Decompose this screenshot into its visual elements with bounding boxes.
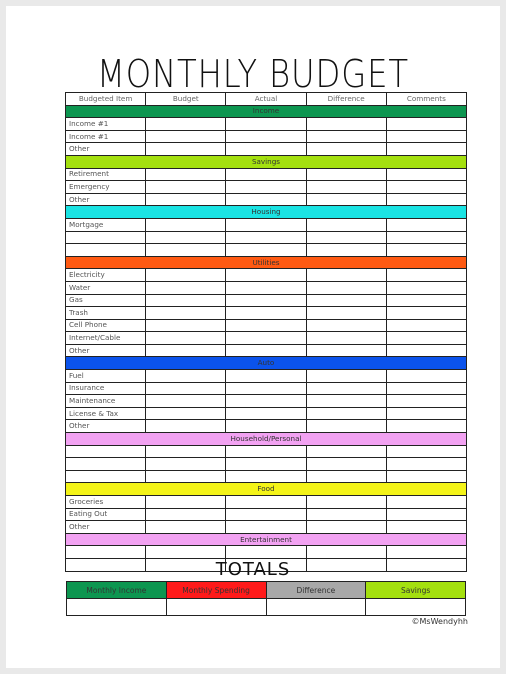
budget-cell[interactable] [386,420,466,433]
budget-cell[interactable] [226,521,306,534]
budget-cell[interactable] [226,231,306,244]
budget-table [65,92,467,572]
table-row [66,344,467,357]
budget-item-label: Trash [66,307,146,320]
column-header: Budgeted Item [66,93,146,106]
budget-cell[interactable] [146,130,226,143]
budget-cell[interactable] [386,508,466,521]
budget-cell[interactable] [306,445,386,458]
totals-cell[interactable] [266,599,366,616]
budget-cell[interactable] [226,130,306,143]
budget-cell[interactable] [226,281,306,294]
totals-header-difference: Difference [266,582,366,599]
table-row [66,193,467,206]
budget-cell[interactable] [306,319,386,332]
budget-cell[interactable] [226,294,306,307]
budget-cell[interactable] [226,546,306,559]
budget-item-label: Mortgage [66,218,146,231]
budget-cell[interactable] [306,496,386,509]
budget-cell[interactable] [146,319,226,332]
budget-page [6,6,500,668]
budget-cell[interactable] [386,118,466,131]
budget-item-label: Groceries [66,496,146,509]
table-row [66,370,467,383]
budget-cell[interactable] [306,143,386,156]
budget-cell[interactable] [306,193,386,206]
column-header: Difference [306,93,386,106]
column-header: Actual [226,93,306,106]
section-label: Auto [66,357,467,370]
budget-item-label: Water [66,281,146,294]
budget-item-label: Other [66,420,146,433]
budget-cell[interactable] [146,118,226,131]
budget-cell[interactable] [226,370,306,383]
budget-cell[interactable] [386,130,466,143]
budget-cell[interactable] [226,470,306,483]
budget-cell[interactable] [306,420,386,433]
table-row [66,118,467,131]
budget-cell[interactable] [306,294,386,307]
table-row [66,143,467,156]
budget-item-label [66,231,146,244]
table-row [66,307,467,320]
budget-cell[interactable] [386,231,466,244]
budget-item-label: Other [66,193,146,206]
header-row [66,93,467,106]
totals-cell[interactable] [366,599,466,616]
budget-cell[interactable] [306,508,386,521]
budget-cell[interactable] [306,130,386,143]
budget-item-label: Other [66,143,146,156]
budget-cell[interactable] [226,269,306,282]
table-row [66,508,467,521]
budget-cell[interactable] [386,496,466,509]
table-row [66,244,467,257]
budget-cell[interactable] [306,218,386,231]
budget-cell[interactable] [306,407,386,420]
budget-cell[interactable] [146,370,226,383]
budget-cell[interactable] [146,193,226,206]
budget-cell[interactable] [226,382,306,395]
table-row [66,382,467,395]
budget-item-label: License & Tax [66,407,146,420]
budget-cell[interactable] [386,294,466,307]
budget-cell[interactable] [306,181,386,194]
budget-cell[interactable] [146,407,226,420]
budget-cell[interactable] [386,458,466,471]
budget-cell[interactable] [146,344,226,357]
section-label: Utilities [66,256,467,269]
budget-cell[interactable] [146,470,226,483]
section-header-household [66,433,467,446]
budget-cell[interactable] [146,332,226,345]
budget-item-label: Eating Out [66,508,146,521]
table-row [66,168,467,181]
budget-cell[interactable] [306,281,386,294]
table-row [66,319,467,332]
budget-cell[interactable] [306,168,386,181]
budget-item-label: Cell Phone [66,319,146,332]
budget-cell[interactable] [306,231,386,244]
budget-cell[interactable] [146,181,226,194]
table-row [66,470,467,483]
budget-item-label: Income #1 [66,118,146,131]
table-row [66,332,467,345]
budget-cell[interactable] [386,370,466,383]
budget-cell[interactable] [146,508,226,521]
section-label: Household/Personal [66,433,467,446]
section-header-housing [66,206,467,219]
budget-cell[interactable] [146,281,226,294]
table-row [66,181,467,194]
budget-cell[interactable] [146,244,226,257]
budget-cell[interactable] [386,168,466,181]
budget-cell[interactable] [146,231,226,244]
budget-item-label: Electricity [66,269,146,282]
budget-cell[interactable] [386,244,466,257]
section-label: Entertainment [66,533,467,546]
totals-header-row [67,582,466,599]
budget-item-label: Income #1 [66,130,146,143]
budget-item-label [66,445,146,458]
budget-cell[interactable] [306,269,386,282]
budget-cell[interactable] [146,521,226,534]
budget-cell[interactable] [306,344,386,357]
budget-cell[interactable] [386,470,466,483]
budget-cell[interactable] [386,445,466,458]
section-header-entertainment [66,533,467,546]
budget-cell[interactable] [226,307,306,320]
budget-cell[interactable] [146,395,226,408]
section-label: Housing [66,206,467,219]
budget-cell[interactable] [146,546,226,559]
budget-cell[interactable] [146,307,226,320]
budget-cell[interactable] [386,407,466,420]
budget-cell[interactable] [386,546,466,559]
budget-cell[interactable] [386,269,466,282]
table-row [66,269,467,282]
budget-item-label: Insurance [66,382,146,395]
budget-item-label: Internet/Cable [66,332,146,345]
budget-cell[interactable] [146,458,226,471]
budget-item-label: Maintenance [66,395,146,408]
table-row [66,420,467,433]
column-header: Budget [146,93,226,106]
table-row [66,130,467,143]
budget-item-label: Other [66,521,146,534]
totals-header-monthly-income: Monthly Income [67,582,167,599]
totals-cell[interactable] [67,599,167,616]
budget-cell[interactable] [226,344,306,357]
budget-cell[interactable] [386,143,466,156]
budget-cell[interactable] [386,193,466,206]
budget-cell[interactable] [146,168,226,181]
section-label: Food [66,483,467,496]
table-row [66,445,467,458]
budget-cell[interactable] [226,407,306,420]
budget-cell[interactable] [226,168,306,181]
budget-item-label [66,244,146,257]
budget-cell[interactable] [146,143,226,156]
budget-cell[interactable] [306,332,386,345]
table-row [66,218,467,231]
budget-cell[interactable] [306,521,386,534]
budget-cell[interactable] [226,395,306,408]
budget-cell[interactable] [146,218,226,231]
budget-cell[interactable] [386,181,466,194]
section-header-income [66,105,467,118]
table-row [66,458,467,471]
totals-title: TOTALS [215,559,291,580]
budget-cell[interactable] [226,218,306,231]
budget-cell[interactable] [386,521,466,534]
budget-cell[interactable] [146,269,226,282]
budget-cell[interactable] [226,181,306,194]
table-row [66,395,467,408]
section-label: Savings [66,155,467,168]
budget-cell[interactable] [306,382,386,395]
budget-cell[interactable] [386,332,466,345]
budget-cell[interactable] [306,470,386,483]
section-header-savings [66,155,467,168]
budget-cell[interactable] [226,319,306,332]
budget-item-label: Fuel [66,370,146,383]
section-header-auto [66,357,467,370]
budget-cell[interactable] [306,395,386,408]
budget-cell[interactable] [306,244,386,257]
budget-item-label [66,458,146,471]
section-label: Income [66,105,467,118]
totals-header-monthly-spending: Monthly Spending [166,582,266,599]
totals-table [66,581,466,616]
budget-cell[interactable] [226,143,306,156]
budget-item-label: Retirement [66,168,146,181]
table-row [66,546,467,559]
budget-cell[interactable] [226,445,306,458]
section-header-utilities [66,256,467,269]
budget-cell[interactable] [386,307,466,320]
budget-item-label: Emergency [66,181,146,194]
budget-cell[interactable] [146,496,226,509]
table-row [66,231,467,244]
budget-cell[interactable] [386,344,466,357]
budget-cell[interactable] [226,420,306,433]
budget-cell[interactable] [306,370,386,383]
budget-cell[interactable] [226,496,306,509]
budget-cell[interactable] [306,118,386,131]
copyright-credit: ©MsWendyhh [411,617,468,626]
table-row [66,294,467,307]
totals-cell[interactable] [166,599,266,616]
budget-cell[interactable] [146,382,226,395]
budget-item-label [66,470,146,483]
budget-item-label: Other [66,344,146,357]
budget-item-label [66,546,146,559]
budget-cell[interactable] [146,420,226,433]
column-header: Comments [386,93,466,106]
table-row [66,407,467,420]
budget-cell[interactable] [146,445,226,458]
budget-item-label: Gas [66,294,146,307]
budget-cell[interactable] [386,395,466,408]
budget-cell[interactable] [226,193,306,206]
budget-cell[interactable] [226,458,306,471]
budget-cell[interactable] [226,332,306,345]
budget-cell[interactable] [226,118,306,131]
page-title: MONTHLY BUDGET [97,52,409,96]
budget-cell[interactable] [226,244,306,257]
budget-cell[interactable] [386,382,466,395]
budget-cell[interactable] [146,294,226,307]
table-row [66,521,467,534]
table-row [66,496,467,509]
budget-cell[interactable] [386,281,466,294]
budget-cell[interactable] [306,458,386,471]
budget-cell[interactable] [226,508,306,521]
totals-header-savings: Savings [366,582,466,599]
budget-cell[interactable] [386,319,466,332]
budget-cell[interactable] [386,218,466,231]
totals-value-row [67,599,466,616]
budget-cell[interactable] [306,307,386,320]
section-header-food [66,483,467,496]
budget-cell[interactable] [306,546,386,559]
table-row [66,281,467,294]
